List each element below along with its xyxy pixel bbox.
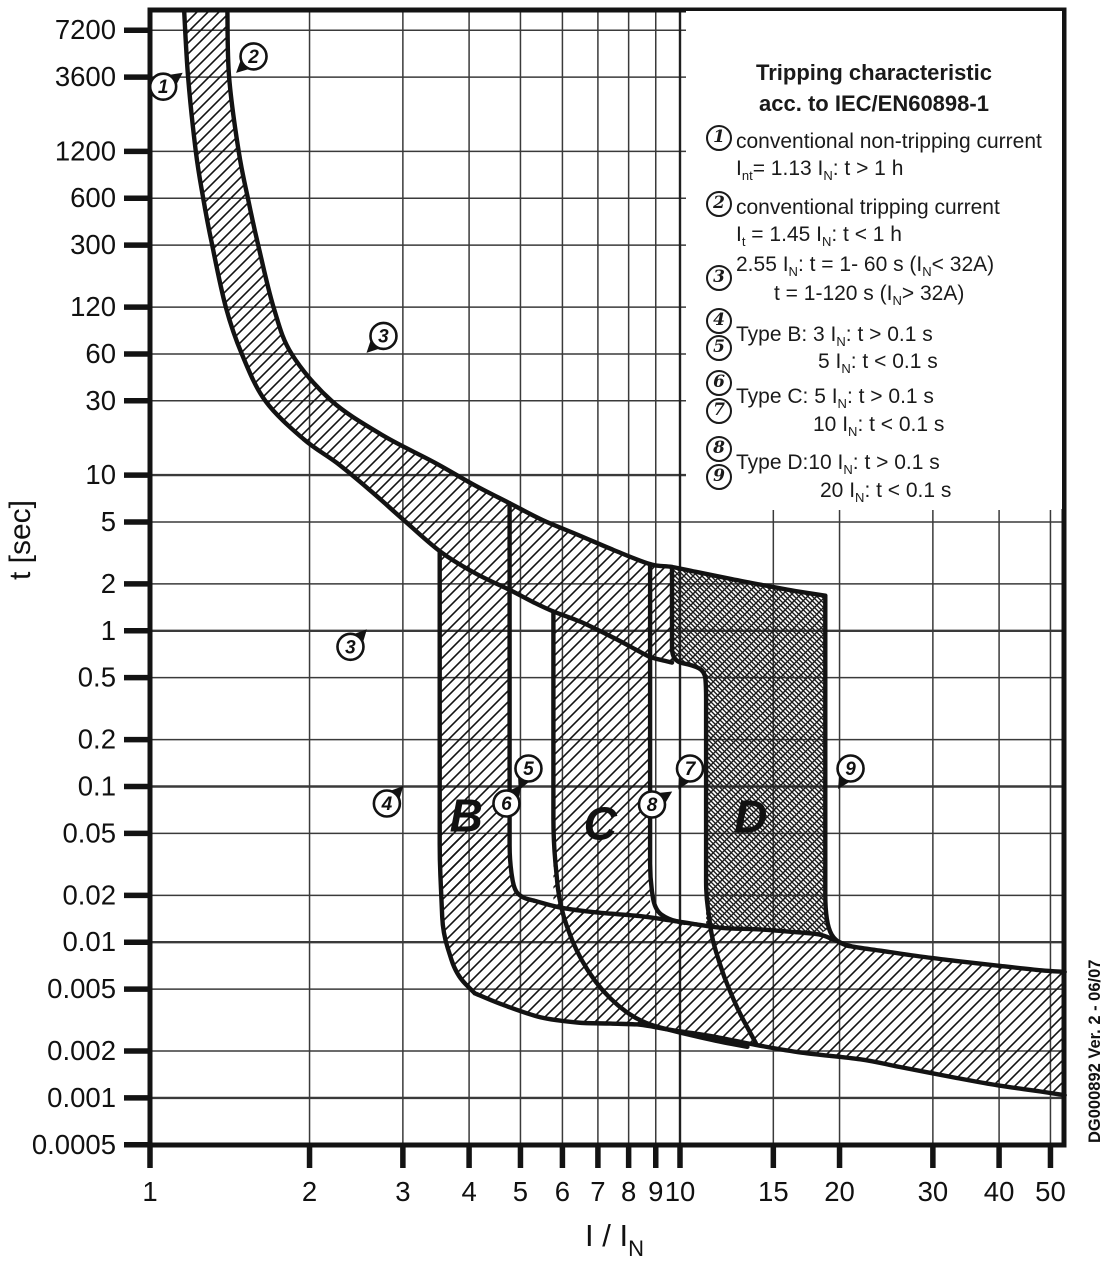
subscript: N: [823, 167, 833, 183]
y-tick-label-0.1: 0.1: [77, 770, 116, 802]
marker-number: 7: [684, 759, 696, 780]
y-tick-label-1200: 1200: [54, 135, 116, 167]
legend-item-1-text: conventional non-tripping current $I_{nt}= 1.13$ $I_N$: t > 1 h: [736, 130, 1042, 183]
subscript: t: [741, 233, 746, 249]
x-tick-label-20: 20: [824, 1176, 855, 1207]
x-tick-label-10: 10: [664, 1176, 696, 1207]
legend-item-7-number: 7: [706, 398, 732, 424]
x-tick-label-4: 4: [461, 1176, 477, 1207]
x-tick-label-1: 1: [142, 1176, 158, 1207]
marker-number: 1: [157, 77, 169, 99]
legend-item-9-text: 20 $I_N$: t < 0.1 s: [820, 479, 952, 505]
y-tick-label-0.01: 0.01: [62, 926, 116, 958]
marker-number: 3: [345, 637, 356, 659]
x-tick-label-3: 3: [395, 1176, 411, 1207]
subscript: N: [821, 233, 832, 249]
subscript: N: [837, 395, 847, 411]
legend-item-2-number: 2: [706, 191, 732, 217]
y-tick-label-600: 600: [70, 182, 116, 214]
legend-title: [686, 57, 1062, 119]
legend-item-1-number: 1: [706, 125, 732, 151]
subscript: N: [843, 461, 853, 477]
subscript: nt: [741, 167, 753, 183]
y-tick-label-1: 1: [100, 614, 116, 646]
legend-box: [686, 11, 1062, 509]
y-tick-label-2: 2: [100, 567, 116, 599]
marker-number: 4: [381, 794, 393, 815]
x-tick-label-50: 50: [1035, 1176, 1066, 1207]
legend-item-6-number: 6: [706, 370, 732, 396]
legend-title-line1: Tripping characteristic: [756, 60, 992, 85]
legend-item-4-text: Type B: 3 $I_N$: t > 0.1 s: [736, 323, 933, 349]
legend-item-5-number: 5: [706, 335, 732, 361]
zone-c-fill: [553, 612, 650, 930]
legend-item-5-text: 5 $I_N$: t < 0.1 s: [818, 350, 938, 376]
y-tick-label-0.02: 0.02: [62, 879, 116, 911]
y-tick-label-0.0005: 0.0005: [31, 1128, 116, 1160]
legend-title-line2: acc. to IEC/EN60898-1: [759, 91, 989, 116]
y-tick-label-0.05: 0.05: [62, 817, 116, 849]
y-tick-label-120: 120: [70, 291, 116, 323]
x-tick-label-30: 30: [917, 1176, 949, 1207]
legend-item-2-text: conventional tripping current $I_t = 1.45$ $I_N$: t < 1 h: [736, 196, 1000, 249]
marker-number: 8: [646, 795, 658, 816]
y-tick-label-0.001: 0.001: [47, 1081, 116, 1113]
x-tick-label-6: 6: [554, 1176, 571, 1207]
y-tick-label-60: 60: [85, 337, 116, 369]
marker-number: 6: [501, 794, 512, 815]
y-tick-label-10: 10: [85, 459, 116, 491]
y-tick-label-0.005: 0.005: [47, 973, 116, 1005]
legend-item-8-number: 8: [706, 436, 732, 462]
x-tick-label-40: 40: [983, 1176, 1015, 1207]
subscript: N: [848, 423, 858, 439]
x-tick-label-5: 5: [512, 1176, 529, 1207]
legend-item-3-number: 3: [706, 265, 732, 291]
y-tick-label-30: 30: [85, 384, 116, 416]
document-id-watermark: DG000892 Ver. 2 - 06/07: [1086, 959, 1104, 1143]
x-tick-label-9: 9: [648, 1176, 664, 1207]
y-tick-label-7200: 7200: [54, 14, 116, 46]
marker-number: 2: [248, 46, 259, 68]
marker-number: 5: [523, 759, 534, 780]
subscript: N: [892, 292, 902, 308]
x-tick-label-15: 15: [758, 1176, 789, 1207]
y-axis-title: t [sec]: [4, 499, 37, 581]
legend-item-8-text: Type D:10 $I_N$: t > 0.1 s: [736, 451, 940, 477]
subscript: N: [841, 360, 851, 376]
zone-label-c: C: [583, 797, 617, 850]
y-tick-label-3600: 3600: [54, 61, 116, 93]
y-tick-label-5: 5: [100, 505, 116, 537]
legend-item-6-text: Type C: 5 $I_N$: t > 0.1 s: [736, 385, 934, 411]
x-tick-label-7: 7: [590, 1176, 606, 1207]
y-tick-label-300: 300: [70, 229, 116, 261]
legend-item-7-text: 10 $I_N$: t < 0.1 s: [813, 413, 945, 439]
x-tick-label-2: 2: [301, 1176, 318, 1207]
y-tick-label-0.5: 0.5: [77, 661, 116, 693]
subscript: N: [922, 263, 932, 279]
marker-number: 3: [378, 326, 389, 348]
x-axis-title: I / $I_N$: [585, 1218, 644, 1261]
marker-number: 9: [845, 759, 856, 780]
subscript: N: [855, 489, 865, 505]
subscript: N: [788, 263, 798, 279]
y-tick-label-0.2: 0.2: [77, 723, 116, 755]
x-tick-label-8: 8: [620, 1176, 637, 1207]
subscript: N: [836, 333, 846, 349]
y-tick-label-0.002: 0.002: [47, 1035, 116, 1067]
legend-item-9-number: 9: [706, 464, 732, 490]
zone-label-d: D: [734, 790, 768, 843]
legend-item-3-text: 2.55 $I_N$: t = 1- 60 s $(I_N< 32A)$ t = 1-120 s $(I_N> 32A)$: [736, 253, 995, 308]
zone-label-b: B: [449, 789, 483, 842]
legend-item-4-number: 4: [706, 308, 732, 334]
